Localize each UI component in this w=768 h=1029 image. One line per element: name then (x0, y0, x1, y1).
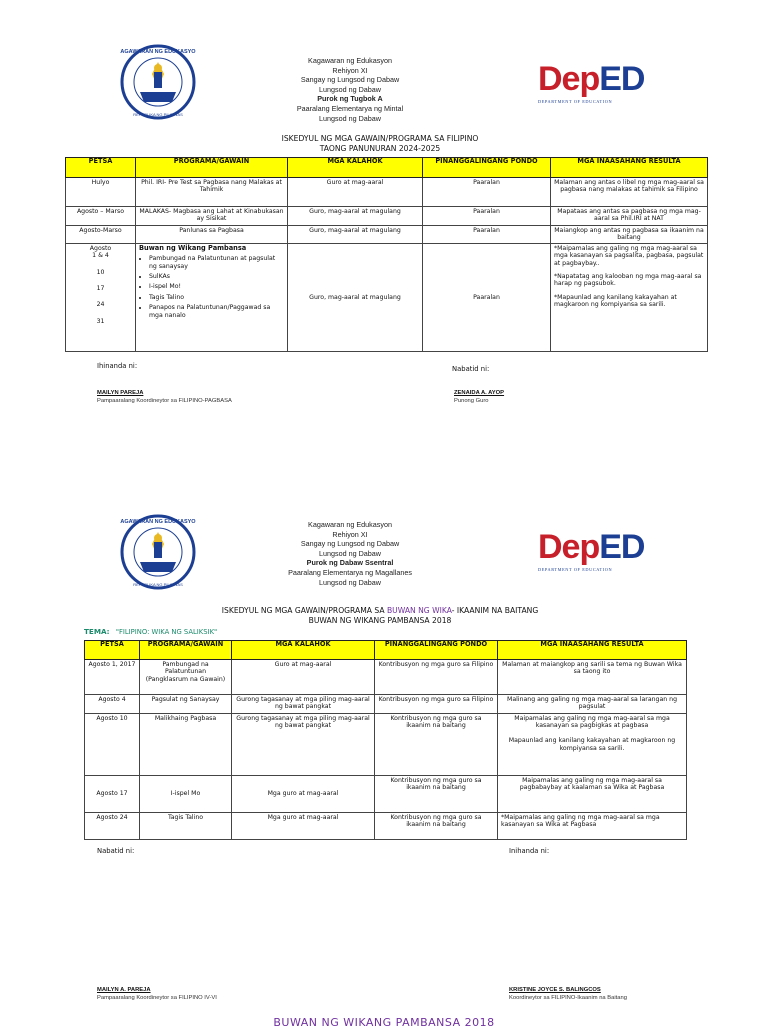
title-prefix: ISKEDYUL NG MGA GAWAIN/PROGRAMA SA (221, 606, 387, 615)
cell-pondo: Kontribusyon ng mga guro sa Filipino (375, 695, 498, 714)
table-row (85, 776, 687, 813)
cell-resulta: Mapataas ang antas sa pagbasa ng mga mag-aaral sa Phil.IRI at NAT (551, 207, 708, 226)
date-item: 31 (96, 317, 105, 325)
cell-programa: Phil. IRI- Pre Test sa Pagbasa nang Malakas at Tahimik (136, 178, 288, 207)
list-item: • SulKAs (149, 273, 284, 280)
doc1-title-line1: ISKEDYUL NG MGA GAWAIN/PROGRAMA SA FILIPINO (281, 134, 479, 143)
deped-subtitle: DEPARTMENT OF EDUCATION (538, 567, 613, 572)
doc2-tema (84, 627, 217, 636)
doc2-right-position: Koordineytor sa FILIPINO-Ikaanim na Baitang (509, 995, 627, 1001)
cell-kalahok: Gurong tagasanay at mga piling mag-aaral ng bawat pangkat (232, 714, 375, 776)
title-suffix: - IKAANIM NA BAITANG (451, 606, 539, 615)
table-header-row (66, 158, 708, 178)
doc1-prepared-name: MAILYN PAREJA (97, 390, 144, 396)
cell-programa: I-ispel Mo (140, 776, 232, 813)
seal-text-top: KAGAWARAN NG EDUKASYON (120, 49, 196, 55)
table-row (85, 813, 687, 840)
cell-pondo: Kontribusyon ng mga guro sa ikaanim na baitang (375, 776, 498, 813)
col-header: PETSA (85, 641, 140, 660)
col-header: MGA KALAHOK (232, 641, 375, 660)
deped-dep: Dep (538, 528, 600, 566)
doc2-left-position: Pampaaralang Koordineytor sa FILIPINO IV-VI (97, 995, 217, 1001)
seal-text-bottom: REPUBLIKA NG PILIPINAS (133, 582, 183, 587)
cell-pondo: Kontribusyon ng mga guro sa Filipino (375, 660, 498, 695)
doc1-prepared-label: Ihinanda ni: (97, 362, 138, 370)
cell-resulta (551, 243, 708, 351)
cell-resulta: Malaman at maiangkop ang sarili sa tema ng Buwan Wika sa taong ito (498, 660, 687, 695)
cell-pondo: Paaralan (423, 226, 551, 244)
col-header: PROGRAMA/GAWAIN (136, 158, 288, 178)
cell-programa: Pagsulat ng Sanaysay (140, 695, 232, 714)
col-header: PETSA (66, 158, 136, 178)
table-row (85, 714, 687, 776)
header-line: Kagawaran ng Edukasyon (308, 520, 392, 529)
header-line: Rehiyon XI (332, 65, 368, 75)
cell-petsa: Agosto 24 (85, 813, 140, 840)
doc1-schedule-table (65, 157, 708, 352)
title-highlight: BUWAN NG WIKA (386, 606, 452, 615)
cell-kalahok: Mga guro at mag-aaral (232, 776, 375, 813)
doc2-header (270, 520, 430, 587)
header-line: Purok ng Tugbok A (317, 94, 383, 104)
deped-ed: ED (599, 528, 645, 566)
deped-dep: Dep (538, 60, 600, 98)
table-row (85, 695, 687, 714)
cell-petsa: Agosto 10 (85, 714, 140, 776)
doc2-deped-logo (538, 528, 648, 572)
cell-programa: Malikhaing Pagbasa (140, 714, 232, 776)
doc2-footer: BUWAN NG WIKANG PAMBANSA 2018 (273, 1016, 495, 1029)
tema-label: TEMA: (84, 627, 110, 636)
tema-value: "FILIPINO: WIKA NG SALIKSIK" (115, 628, 218, 636)
cell-programa: Pambungad na Palatuntunan (Pangklasrum na Gawain) (140, 660, 232, 695)
cell-resulta: Maipamalas ang galing ng mga mag-aaral sa pagbabaybay at kaalaman sa Wika at Pagbasa (498, 776, 687, 813)
doc2-right-name: KRISTINE JOYCE S. BALINGCOS (509, 987, 601, 993)
doc1-noted-position: Punong Guro (454, 398, 489, 404)
cell-pondo: Paaralan (423, 207, 551, 226)
cell-petsa: Agosto 17 (85, 776, 140, 813)
cell-petsa: Hulyo (66, 178, 136, 207)
doc1-header (270, 56, 430, 123)
doc1-noted-name: ZENAIDA A. AYOP (454, 390, 505, 396)
cell-programa: MALAKAS- Magbasa ang Lahat at Kinabukasan ay Sisikat (136, 207, 288, 226)
deped-subtitle: DEPARTMENT OF EDUCATION (538, 99, 613, 104)
cell-pondo: Kontribusyon ng mga guro sa ikaanim na baitang (375, 813, 498, 840)
deped-ed: ED (599, 60, 645, 98)
cell-petsa: Agosto-Marso (66, 226, 136, 244)
seal-text-bottom: REPUBLIKA NG PILIPINAS (133, 112, 183, 117)
header-line: Rehiyon XI (332, 529, 368, 539)
doc1-title (160, 134, 600, 154)
resulta-item: *Napatatag ang kalooban ng mga mag-aaral sa harap ng pagsubok. (554, 273, 702, 288)
cell-resulta: Malaman ang antas o libel ng mga mag-aaral sa pagbasa nang malakas at tahimik sa Filipino (551, 178, 708, 207)
doc2-title-line2: BUWAN NG WIKANG PAMBANSA 2018 (308, 616, 452, 625)
date-item: 10 (96, 268, 105, 276)
header-line: Lungsod ng Dabaw (319, 84, 381, 94)
activity-list (139, 255, 284, 319)
header-line: Paaralang Elementarya ng Mintal (296, 103, 404, 113)
date-item: 17 (96, 285, 105, 293)
doc2-left-name: MAILYN A. PAREJA (97, 987, 151, 993)
header-line: Kagawaran ng Edukasyon (308, 56, 392, 65)
col-header: PINANGGALINGANG PONDO (423, 158, 551, 178)
col-header: MGA INAASAHANG RESULTA (498, 641, 687, 660)
cell-programa (136, 243, 288, 351)
cell-kalahok: Guro at mag-aaral (232, 660, 375, 695)
header-line: Lungsod ng Dabaw (319, 113, 381, 123)
list-item: • I-ispel Mo! (149, 283, 284, 290)
doc1-prepared-position: Pampaaralang Koordineytor sa FILIPINO-PAGBASA (97, 398, 232, 404)
doc1-noted-label: Nabatid ni: (452, 365, 490, 373)
cell-pondo: Paaralan (423, 178, 551, 207)
header-line: Lungsod ng Dabaw (319, 548, 381, 558)
doc2-noted-label: Nabatid ni: (97, 847, 135, 855)
doc2-schedule-table (84, 640, 687, 840)
doc2-title (130, 606, 630, 626)
header-line: Paaralang Elementarya ng Magallanes (288, 567, 412, 577)
cell-kalahok: Guro, mag-aaral at magulang (288, 243, 423, 351)
cell-pondo: Kontribusyon ng mga guro sa ikaanim na baitang (375, 714, 498, 776)
cell-programa: Panlunas sa Pagbasa (136, 226, 288, 244)
cell-kalahok: Guro, mag-aaral at magulang (288, 226, 423, 244)
cell-resulta: Maipamalas ang galing ng mga mag-aaral sa mga kasanayan sa pagbigkas at pagbasa Mapaunlad ang kanilang kakayahan at magkaroon ng kompiyansa sa sarili. (498, 714, 687, 776)
doc1-seal-logo (120, 44, 196, 120)
resulta-item: *Mapaunlad ang kanilang kakayahan at magkaroon ng kompiyansa sa sarili. (554, 293, 677, 309)
date-item: Agosto (89, 244, 112, 252)
table-row (66, 178, 708, 207)
doc2-prepared-label: Inihanda ni: (509, 847, 550, 855)
header-line: Sangay ng Lungsod ng Dabaw (300, 75, 400, 85)
cell-kalahok: Guro at mag-aaral (288, 178, 423, 207)
cell-programa: Tagis Talino (140, 813, 232, 840)
doc2-title-line1 (130, 606, 630, 616)
header-line: Lungsod ng Dabaw (319, 577, 381, 587)
list-item: • Tagis Talino (149, 294, 284, 301)
table-row (66, 207, 708, 226)
doc2-seal-logo (120, 514, 196, 590)
table-row (66, 226, 708, 244)
date-item: 24 (96, 301, 105, 309)
header-line: Sangay ng Lungsod ng Dabaw (300, 539, 400, 549)
doc1-title-line2: TAONG PANUNURAN 2024-2025 (319, 144, 441, 153)
col-header: MGA INAASAHANG RESULTA (551, 158, 708, 178)
cell-kalahok: Guro, mag-aaral at magulang (288, 207, 423, 226)
cell-resulta: *Maipamalas ang galing ng mga mag-aaral sa mga kasanayan sa Wika at Pagbasa (498, 813, 687, 840)
list-item: • Pambungad na Palatuntunan at pagsulat ng sanaysay (149, 255, 284, 270)
cell-petsa-dates (66, 243, 136, 351)
date-item: 1 & 4 (92, 252, 109, 260)
cell-kalahok: Mga guro at mag-aaral (232, 813, 375, 840)
cell-kalahok: Gurong tagasanay at mga piling mag-aaral ng bawat pangkat (232, 695, 375, 714)
col-header: MGA KALAHOK (288, 158, 423, 178)
cell-pondo: Paaralan (423, 243, 551, 351)
list-item: • Panapos na Palatuntunan/Paggawad sa mga nanalo (149, 304, 284, 319)
table-header-row (85, 641, 687, 660)
resulta-item: *Maipamalas ang galing ng mga mag-aaral sa mga kasanayan sa pagsalita, pagbasa, pagsulat at pagbaybay.. (554, 244, 704, 267)
doc1-deped-logo (538, 60, 648, 104)
wika-heading: Buwan ng Wikang Pambansa (139, 243, 247, 252)
cell-resulta: Maiangkop ang antas ng pagbasa sa ikaanim na baitang (551, 226, 708, 244)
cell-petsa: Agosto 4 (85, 695, 140, 714)
seal-text-top: KAGAWARAN NG EDUKASYON (120, 519, 196, 525)
cell-petsa: Agosto 1, 2017 (85, 660, 140, 695)
cell-petsa: Agosto – Marso (66, 207, 136, 226)
col-header: PINANGGALINGANG PONDO (375, 641, 498, 660)
table-row (66, 243, 708, 351)
header-line: Purok ng Dabaw Ssentral (306, 558, 394, 568)
col-header: PROGRAMA/GAWAIN (140, 641, 232, 660)
cell-resulta: Malinang ang galing ng mga mag-aaral sa larangan ng pagsulat (498, 695, 687, 714)
table-row (85, 660, 687, 695)
